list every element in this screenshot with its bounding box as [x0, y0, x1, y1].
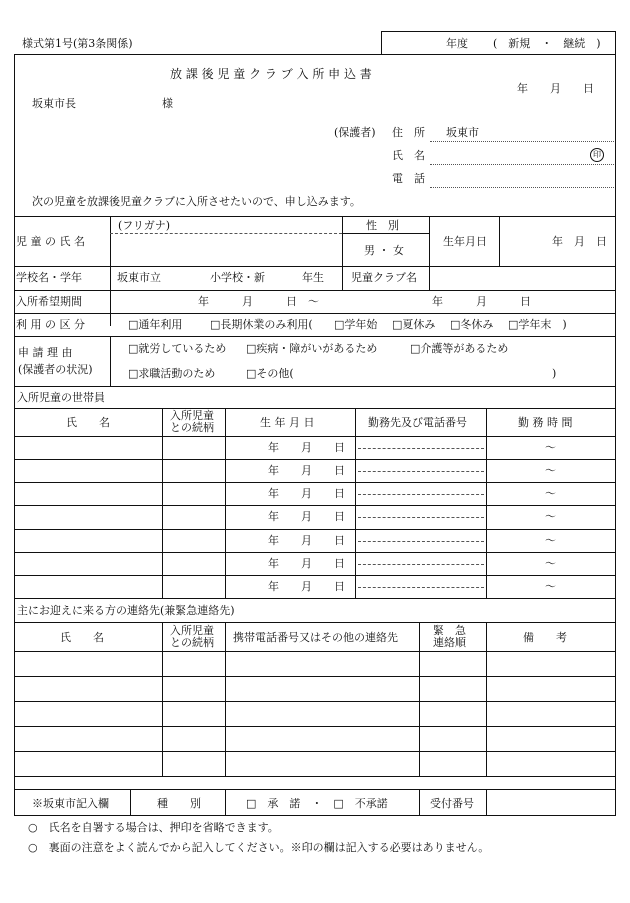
household-header-work: 勤務先及び電話番号 [368, 416, 467, 429]
pickup-header-name: 氏 名 [60, 631, 104, 644]
school-city: 坂東市立 [117, 271, 161, 284]
gender-label: 性 別 [366, 219, 399, 232]
work-hours-tilde[interactable]: 〜 [545, 556, 556, 570]
reason-label: 申 請 理 由 [18, 346, 73, 359]
reason-option-care[interactable]: □介護等があるため [410, 342, 509, 355]
household-header-relation-2: との続柄 [170, 421, 214, 434]
work-hours-tilde[interactable]: 〜 [545, 533, 556, 547]
guardian-name-label: 氏 名 [392, 149, 425, 162]
work-phone-divider [358, 564, 484, 565]
child-name-label: 児 童 の 氏 名 [16, 235, 85, 248]
birth-value[interactable]: 年 月 日 [552, 235, 607, 248]
household-header-birth: 生 年 月 日 [260, 416, 315, 429]
work-phone-divider [358, 541, 484, 542]
office-approval-options[interactable]: □ 承 諾 ・ □ 不承諾 [246, 797, 388, 810]
guardian-address-value[interactable]: 坂東市 [446, 126, 479, 139]
birth-label: 生年月日 [443, 235, 487, 248]
period-label: 入所希望期間 [16, 295, 82, 308]
pickup-title: 主にお迎えに来る方の連絡先(兼緊急連絡先) [17, 604, 235, 617]
household-header-relation: 入所児童 [170, 409, 214, 422]
work-phone-divider [358, 517, 484, 518]
household-birth-date[interactable]: 年 月 日 [268, 441, 345, 454]
application-date[interactable]: 年 月 日 [517, 82, 594, 95]
pickup-header-relation-2: との続柄 [170, 636, 214, 649]
office-type-label: 種 別 [157, 797, 201, 810]
usage-option-summer[interactable]: □夏休み [392, 318, 436, 331]
club-label: 児童クラブ名 [351, 271, 417, 284]
reason-close-paren: ) [552, 367, 557, 380]
household-birth-date[interactable]: 年 月 日 [268, 464, 345, 478]
household-birth-date[interactable]: 年 月 日 [268, 487, 345, 501]
work-hours-tilde[interactable]: 〜 [545, 579, 556, 593]
work-hours-tilde[interactable]: 〜 [545, 441, 556, 454]
seal-icon: 印 [590, 148, 604, 162]
addressee-honorific: 様 [162, 97, 173, 110]
usage-option-long-break[interactable]: □長期休業のみ利用( [210, 318, 313, 331]
household-header-hours: 勤 務 時 間 [518, 416, 573, 429]
guardian-label: (保護者) [334, 126, 376, 139]
pickup-row[interactable] [14, 726, 616, 727]
gender-options[interactable]: 男 ・ 女 [364, 244, 404, 257]
reason-option-other[interactable]: □その他( [246, 367, 294, 380]
usage-option-annual[interactable]: □通年利用 [128, 318, 183, 331]
guardian-phone-label: 電 話 [392, 172, 425, 185]
pickup-row[interactable] [14, 701, 616, 702]
work-hours-tilde[interactable]: 〜 [545, 487, 556, 501]
usage-label: 利 用 の 区 分 [16, 318, 85, 331]
work-hours-tilde[interactable]: 〜 [545, 510, 556, 524]
pickup-header-contact: 携帯電話番号又はその他の連絡先 [233, 631, 398, 644]
period-start[interactable]: 年 月 日 〜 [198, 295, 319, 308]
reason-option-illness[interactable]: □疾病・障がいがあるため [246, 342, 378, 355]
household-birth-date[interactable]: 年 月 日 [268, 533, 345, 547]
office-receipt-label: 受付番号 [430, 797, 474, 810]
usage-option-term-start[interactable]: □学年始 [334, 318, 378, 331]
period-end[interactable]: 年 月 日 [432, 295, 531, 308]
household-birth-date[interactable]: 年 月 日 [268, 556, 345, 570]
work-phone-divider [358, 494, 484, 495]
addressee-name: 坂東市長 [32, 97, 76, 110]
note-signature: ○ 氏名を自署する場合は、押印を省略できます。 [28, 821, 279, 834]
pickup-header-order-2: 連絡順 [433, 636, 466, 649]
form-number: 様式第1号(第3条関係) [22, 37, 133, 50]
pickup-header-relation: 入所児童 [170, 624, 214, 637]
school-type[interactable]: 小学校・新 [210, 271, 265, 284]
household-title: 入所児童の世帯員 [17, 391, 105, 404]
office-use-label: ※坂東市記入欄 [32, 797, 109, 810]
household-birth-date[interactable]: 年 月 日 [268, 510, 345, 524]
work-phone-divider [358, 448, 484, 449]
note-instructions: ○ 裏面の注意をよく読んでから記入してください。※印の欄は記入する必要はありません。 [28, 841, 490, 854]
guardian-address-label: 住 所 [392, 126, 425, 139]
furigana-label: (フリガナ) [118, 219, 171, 232]
pickup-header-order: 緊 急 [433, 624, 466, 637]
reason-option-job-search[interactable]: □求職活動のため [128, 367, 216, 380]
household-header-name: 氏 名 [66, 416, 110, 429]
reason-sublabel: (保護者の状況) [18, 363, 93, 376]
work-phone-divider [358, 471, 484, 472]
work-hours-tilde[interactable]: 〜 [545, 464, 556, 478]
usage-option-term-end[interactable]: □学年末 ) [508, 318, 567, 331]
pickup-header-remarks: 備 考 [523, 631, 567, 644]
reason-option-work[interactable]: □就労しているため [128, 342, 227, 355]
usage-option-winter[interactable]: □冬休み [450, 318, 494, 331]
household-birth-date[interactable]: 年 月 日 [268, 579, 345, 593]
grade-suffix: 年生 [302, 271, 324, 284]
pickup-row[interactable] [14, 676, 616, 677]
work-phone-divider [358, 587, 484, 588]
school-label: 学校名・学年 [16, 271, 82, 284]
fiscal-year-label: 年度 [446, 37, 468, 50]
request-text: 次の児童を放課後児童クラブに入所させたいので、申し込みます。 [32, 195, 361, 208]
page-title: 放 課 後 児 童 ク ラ ブ 入 所 申 込 書 [170, 67, 372, 81]
pickup-row[interactable] [14, 751, 616, 752]
fiscal-options[interactable]: ( 新規 ・ 継続 ) [493, 37, 601, 50]
